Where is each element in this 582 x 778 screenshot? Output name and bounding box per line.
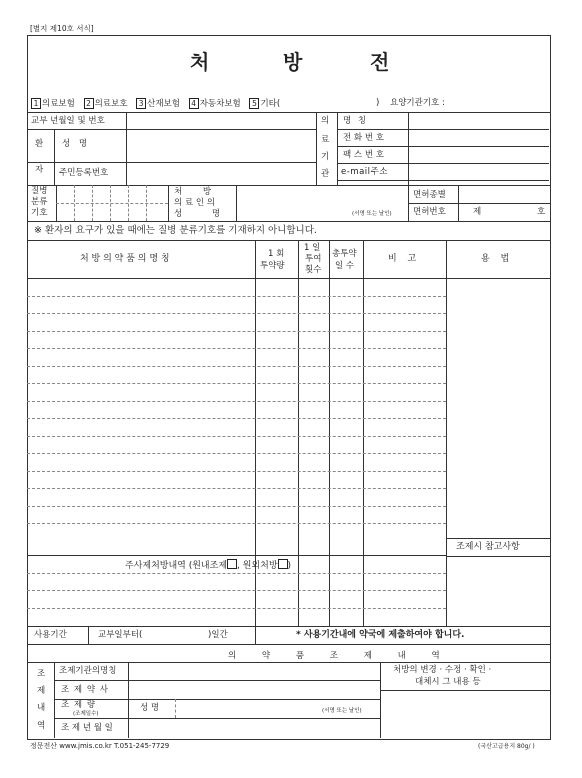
disease-code-label-3: 기호 (31, 208, 48, 218)
notice-text: ※ 환자의 요구가 있을 때에는 질병 분류기호를 기재하지 아니합니다. (34, 225, 317, 236)
change-text-2: 대체시 그 내용 등 (415, 677, 481, 687)
dispense-qty: 조 제 량 (61, 700, 97, 710)
period-text: 교부일부터( (98, 630, 143, 640)
doctor-label-1: 처 방 (174, 187, 212, 197)
dispense-side-2: 제 (37, 686, 46, 696)
institution-code-label: 요양기관기호 : (390, 98, 445, 108)
pharmacist-sign-hint: (서명 또는 날인) (322, 708, 362, 714)
dispense-header: 의 약 품 조 제 내 역 (228, 651, 440, 661)
period-end: )일간 (208, 630, 228, 640)
dispense-inst-name: 조제기관의명칭 (59, 666, 117, 676)
license-type-label: 면허종별 (413, 190, 446, 200)
insurance-close: ) (376, 98, 380, 108)
dispense-side-1: 조 (37, 669, 46, 679)
col-usage: 용 법 (481, 254, 514, 264)
col-days-2: 일 수 (335, 261, 355, 271)
insurance-option[interactable]: 2 의료보호 (84, 99, 128, 109)
license-no-label: 면허번호 (413, 207, 446, 217)
doctor-label-2: 의 료 인 의 (174, 198, 215, 208)
insurance-option[interactable]: 3 산재보험 (136, 99, 180, 109)
inst-label-1: 의 (321, 116, 330, 126)
inst-name-label: 명 칭 (343, 116, 369, 126)
footer-left: 정문전산 www.jmis.co.kr T.051-245-7729 (30, 742, 170, 750)
disease-code-label-2: 분류 (31, 197, 48, 207)
col-note: 비 고 (388, 254, 421, 264)
col-drug-name: 처 방 의 약 품 의 명 칭 (80, 254, 170, 264)
col-dose-2: 투약량 (260, 261, 285, 271)
change-text-1: 처방의 변경 · 수정 · 확인 · (393, 665, 492, 675)
inst-label-3: 기 (321, 152, 330, 162)
inst-label-2: 료 (321, 135, 330, 145)
insurance-option[interactable]: 1 의료보험 (31, 99, 75, 109)
issue-date-label: 교부 년월일 및 번호 (31, 116, 105, 126)
insurance-options (31, 98, 280, 109)
col-daily-2: 투여 (305, 254, 322, 264)
insurance-option[interactable]: 5 기타( (249, 99, 280, 109)
doctor-sign-hint: (서명 또는 날인) (352, 211, 392, 217)
col-dose-1: 1 회 (268, 249, 285, 259)
dispense-side-3: 내 (37, 703, 46, 713)
inst-phone-label: 전 화 번 호 (343, 133, 384, 143)
footer-right: (국산고급용지 80g/ ) (478, 743, 535, 750)
col-days-1: 총투약 (332, 249, 357, 259)
title-char-1: 처 (190, 50, 210, 74)
patient-name-label: 성 명 (62, 139, 91, 149)
dispense-date: 조 제 년 월 일 (61, 723, 113, 733)
title-char-2: 방 (283, 50, 303, 74)
pharmacist-name-label: 성 명 (140, 703, 160, 713)
reference-label: 조제시 참고사항 (456, 542, 520, 552)
insurance-option[interactable]: 4 자동차보험 (189, 99, 241, 109)
license-je: 제 (473, 207, 482, 217)
form-number: [별지 제10호 서식] (30, 24, 94, 33)
doctor-label-3: 성 명 (174, 209, 221, 219)
col-daily-1: 1 일 (304, 243, 321, 253)
injection-row: 주사제처방내역 (원내조제 , 원외처방 ) (125, 561, 292, 571)
patient-label-1: 환 (35, 139, 44, 149)
title-char-3: 전 (370, 50, 390, 74)
dispense-side-4: 역 (37, 721, 46, 731)
patient-id-label: 주민등록번호 (59, 168, 109, 178)
license-ho: 호 (537, 207, 546, 217)
disease-code-label-1: 질병 (31, 186, 48, 196)
col-daily-3: 횟수 (305, 265, 322, 275)
outside-checkbox[interactable] (278, 559, 288, 569)
patient-label-2: 자 (35, 165, 44, 175)
inhouse-checkbox[interactable] (227, 559, 237, 569)
inst-fax-label: 팩 스 번 호 (343, 150, 384, 160)
dispense-qty-sub: (조제일수) (73, 711, 99, 717)
dispense-pharmacist: 조 제 약 사 (61, 685, 109, 695)
inst-email-label: e-mail주소 (341, 167, 388, 177)
period-label: 사용기간 (34, 630, 67, 640)
period-notice: * 사용기간내에 약국에 제출하여야 합니다. (296, 630, 465, 640)
inst-label-4: 관 (321, 169, 330, 179)
